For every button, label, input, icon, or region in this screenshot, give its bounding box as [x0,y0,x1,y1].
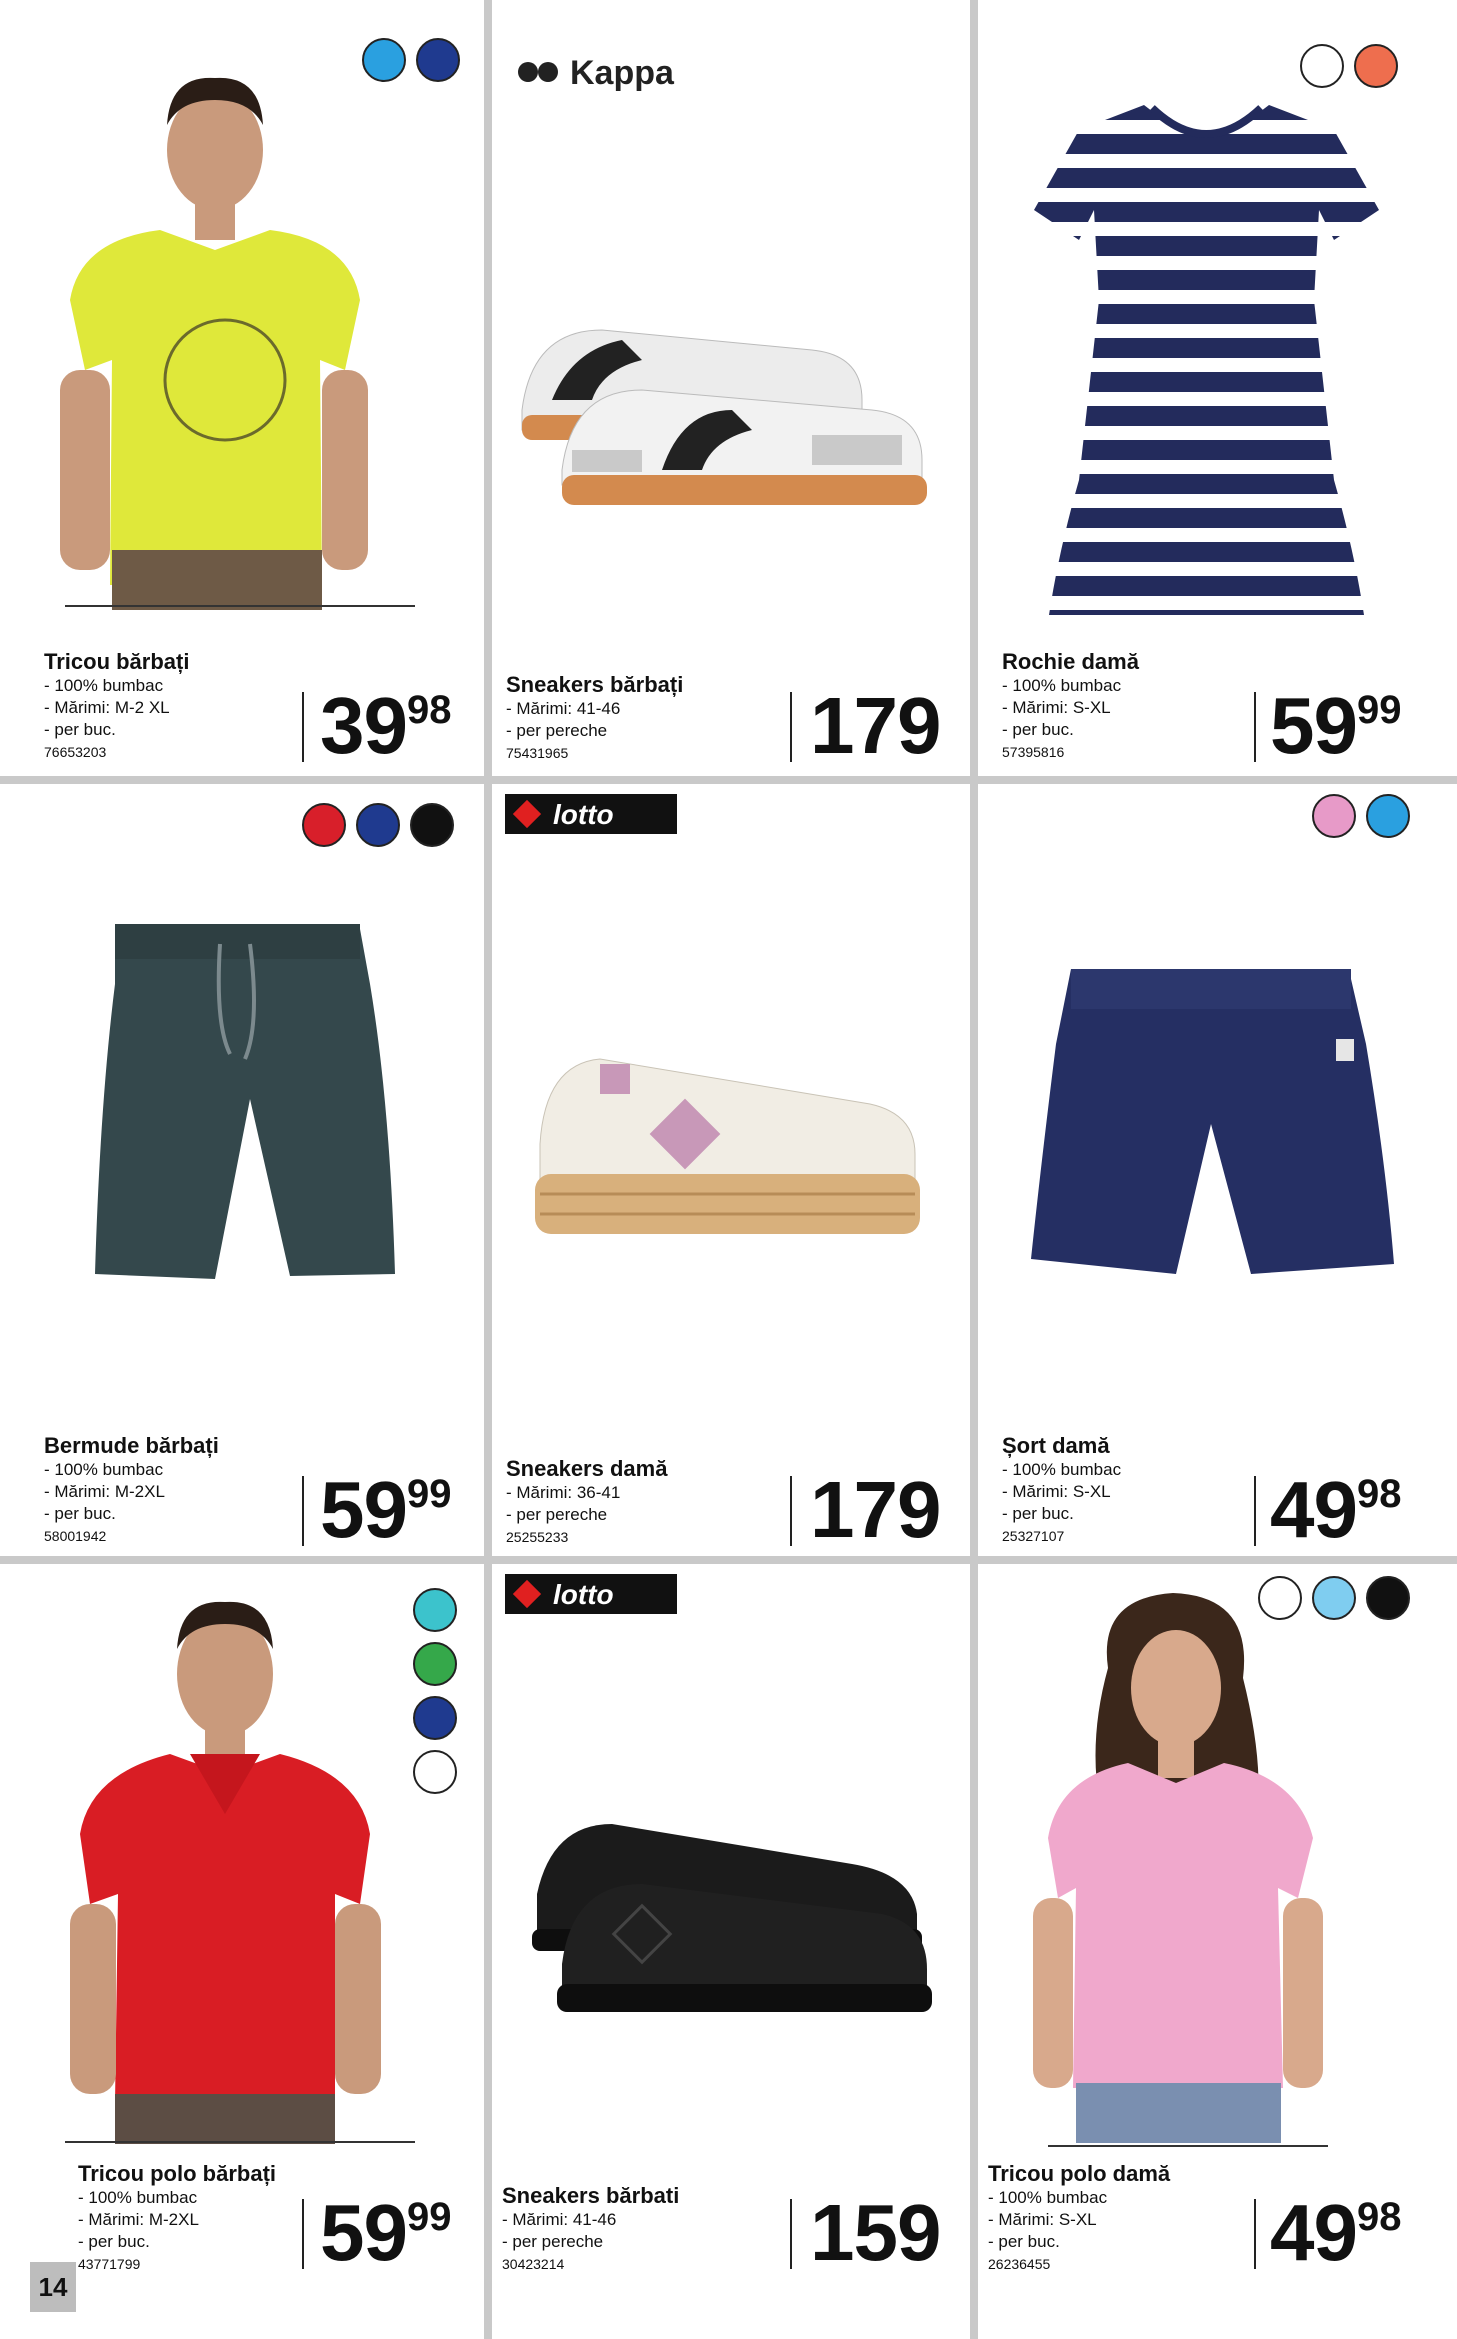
color-swatches [302,803,454,847]
dark-bermuda-shorts-image [90,924,410,1304]
price-main: 59 [320,2188,407,2277]
price-decimals: 99 [1356,688,1402,732]
price-main: 179 [810,681,941,770]
product-spec: - 100% bumbac [988,2188,1108,2207]
product-name: Rochie damă [1002,649,1139,674]
product-card-rochie-dama[interactable] [978,0,1457,776]
red-polo-man-image [60,1574,420,2144]
page-number: 14 [30,2262,76,2312]
price-block [302,681,452,770]
product-info [502,2184,679,2275]
product-spec: - per buc. [1002,720,1074,739]
kappa-logo [508,52,738,92]
product-name: Tricou polo bărbați [78,2161,277,2186]
color-swatch-red[interactable] [302,803,346,847]
product-spec: - per pereche [506,1505,608,1524]
product-info [1002,650,1139,763]
color-swatch-white[interactable] [1300,44,1344,88]
product-name: Sneakers bărbati [502,2183,680,2208]
product-code: 25327107 [1002,1528,1065,1544]
product-name: Șort damă [1002,1433,1110,1458]
price-block [790,2188,941,2277]
product-card-sneakers-barbati-lotto[interactable] [492,1564,970,2339]
product-spec: - 100% bumbac [78,2188,198,2207]
kappa-wordmark: Kappa [570,54,674,92]
product-info [1002,1434,1121,1547]
price-decimals: 99 [406,1472,452,1516]
product-spec: - per buc. [44,720,116,739]
product-code: 76653203 [44,744,107,760]
price-block [1254,1465,1402,1554]
price [810,1465,941,1554]
product-spec: - Mărimi: S-XL [1002,1482,1111,1501]
price [1270,681,1402,770]
price-block [302,2188,452,2277]
product-card-tricou-barbati[interactable] [0,0,484,776]
lotto-logo [505,1574,677,1614]
product-spec: - Mărimi: S-XL [1002,698,1111,717]
color-swatches [1312,794,1410,838]
product-info [78,2162,276,2275]
product-spec: - 100% bumbac [44,1460,164,1479]
product-card-sneakers-barbati-kappa[interactable] [492,0,970,776]
price-block [790,681,941,770]
color-swatch-navy[interactable] [416,38,460,82]
product-code: 26236455 [988,2256,1051,2272]
color-swatch-blue[interactable] [1366,794,1410,838]
product-card-tricou-polo-barbati[interactable] [0,1564,484,2339]
product-spec: - Mărimi: 36-41 [506,1483,621,1502]
price [1270,1465,1402,1554]
product-spec: - per pereche [506,721,608,740]
price-block [1254,2188,1402,2277]
price-decimals: 98 [406,688,452,732]
product-info [506,1457,667,1548]
product-spec: - Mărimi: M-2 XL [44,698,170,717]
product-card-bermude-barbati[interactable] [0,784,484,1556]
striped-dress-image [1034,100,1379,620]
product-spec: - 100% bumbac [44,676,164,695]
product-code: 43771799 [78,2256,141,2272]
product-code: 58001942 [44,1528,107,1544]
product-card-sort-dama[interactable] [978,784,1457,1556]
yellow-tshirt-man-image [60,40,420,610]
product-name: Tricou polo damă [988,2161,1171,2186]
black-sneakers-lotto-image [522,1804,932,2054]
product-spec: - 100% bumbac [1002,676,1122,695]
color-swatch-coral[interactable] [1354,44,1398,88]
price-main: 39 [320,681,407,770]
product-code: 75431965 [506,745,569,761]
product-spec: - Mărimi: 41-46 [506,699,621,718]
platform-sneakers-lotto-image [520,1034,920,1274]
product-name: Sneakers bărbați [506,672,684,697]
product-code: 25255233 [506,1529,569,1545]
product-info [506,673,683,764]
price [1270,2188,1402,2277]
product-spec: - Mărimi: 41-46 [502,2210,617,2229]
price-decimals: 98 [1356,1472,1402,1516]
lotto-logo [505,794,677,834]
price [810,681,941,770]
product-name: Bermude bărbați [44,1433,219,1458]
color-swatch-navy[interactable] [356,803,400,847]
product-name: Tricou bărbați [44,649,190,674]
price [320,681,452,770]
product-code: 30423214 [502,2256,565,2272]
product-spec: - per buc. [1002,1504,1074,1523]
price-main: 159 [810,2188,941,2277]
price-main: 49 [1270,1465,1357,1554]
price-block [1254,681,1402,770]
lotto-wordmark: lotto [553,1579,614,1610]
product-spec: - per buc. [78,2232,150,2251]
white-sneakers-kappa-image [512,300,932,530]
price-block [302,1465,452,1554]
price-main: 179 [810,1465,941,1554]
product-spec: - per pereche [502,2232,604,2251]
product-spec: - 100% bumbac [1002,1460,1122,1479]
color-swatch-pink[interactable] [1312,794,1356,838]
price-decimals: 99 [406,2195,452,2239]
product-info [988,2162,1170,2275]
navy-shorts-image [1026,964,1396,1284]
lotto-wordmark: lotto [553,799,614,830]
product-spec: - Mărimi: M-2XL [44,1482,165,1501]
color-swatches [1300,44,1398,88]
product-spec: - Mărimi: M-2XL [78,2210,199,2229]
price-main: 59 [1270,681,1357,770]
product-name: Sneakers damă [506,1456,668,1481]
product-info [44,1434,219,1547]
product-info [44,650,189,763]
price-block [790,1465,941,1554]
price [810,2188,941,2277]
product-card-tricou-polo-dama[interactable] [978,1564,1457,2339]
product-card-sneakers-dama-lotto[interactable] [492,784,970,1556]
price-decimals: 98 [1356,2195,1402,2239]
product-code: 57395816 [1002,744,1065,760]
price [320,1465,452,1554]
product-spec: - Mărimi: S-XL [988,2210,1097,2229]
pink-polo-woman-image [1028,1578,1358,2148]
price [320,2188,452,2277]
price-main: 59 [320,1465,407,1554]
product-spec: - per buc. [988,2232,1060,2251]
price-main: 49 [1270,2188,1357,2277]
color-swatch-black[interactable] [410,803,454,847]
product-spec: - per buc. [44,1504,116,1523]
color-swatch-black[interactable] [1366,1576,1410,1620]
